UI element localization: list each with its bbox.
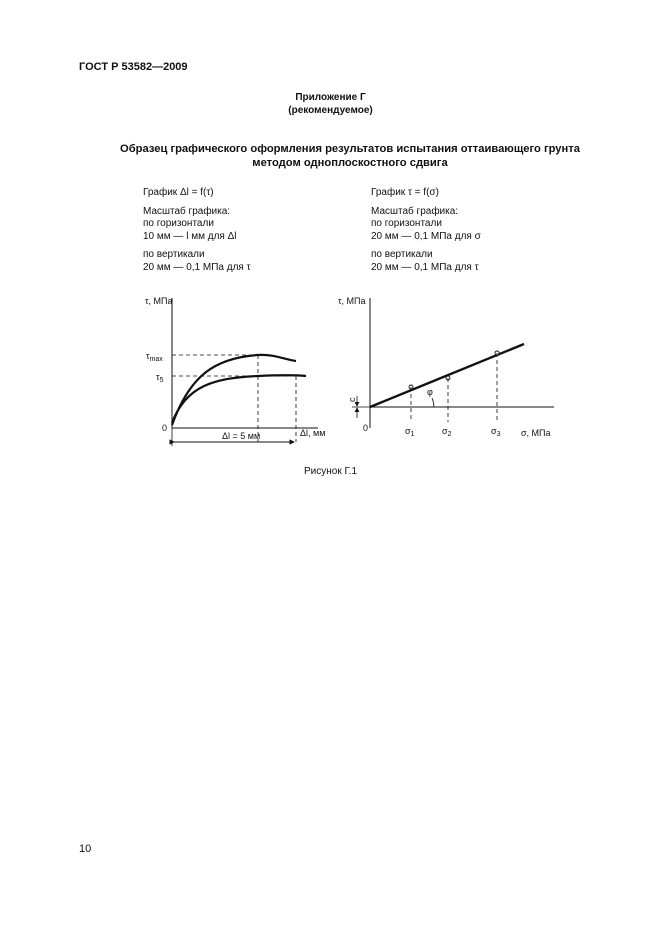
tau-5-label: $\tau_5$	[156, 372, 164, 384]
curve-with-peak	[172, 355, 296, 425]
phi-label: φ	[427, 387, 433, 397]
heading-line-2: методом одноплоскостного сдвига	[252, 157, 448, 169]
heading-line-1: Образец графического оформления результатов испытания оттаивающего грунта	[120, 143, 580, 155]
left-chart	[145, 296, 325, 446]
appendix-subtitle: (рекомендуемое)	[288, 105, 373, 116]
left-graph-label: График Δl = f(τ)	[143, 187, 214, 198]
figure-caption: Рисунок Г.1	[303, 466, 358, 477]
curve-monotonic	[172, 375, 306, 423]
left-scale-label: Масштаб графика:	[143, 205, 231, 217]
left-horiz-label: по горизонтали	[143, 218, 214, 229]
sigma-3-label: $\sigma_3$	[491, 426, 501, 438]
right-horiz-value: 20 мм — 0,1 МПа для σ	[371, 230, 481, 242]
right-x-axis-label: σ, МПа	[521, 428, 551, 438]
strength-envelope-line	[370, 344, 524, 407]
right-y-axis-label: τ, МПа	[338, 296, 366, 306]
tau-max-label: $\tau_{max}$	[146, 351, 163, 363]
cohesion-label: c	[347, 397, 357, 402]
appendix-title: Приложение Г	[295, 92, 366, 103]
left-x-axis-label: Δl, мм	[300, 428, 326, 438]
right-vert-value: 20 мм — 0,1 МПа для τ	[371, 261, 479, 273]
sigma-1-label: $\sigma_1$	[405, 426, 415, 438]
right-vert-label: по вертикали	[371, 249, 433, 260]
right-chart	[338, 296, 554, 438]
right-scale-label: Масштаб графика:	[371, 205, 459, 217]
sigma-2-label: $\sigma_2$	[442, 426, 452, 438]
right-graph-label: График τ = f(σ)	[371, 187, 439, 198]
phi-angle-arc	[432, 398, 434, 407]
left-y-axis-label: τ, МПа	[145, 296, 173, 306]
standard-header: ГОСТ Р 53582—2009	[79, 61, 188, 73]
left-vert-label: по вертикали	[143, 249, 205, 260]
left-horiz-value: 10 мм — l мм для Δl	[143, 230, 237, 242]
delta-l-5mm-label: Δl = 5 мм	[222, 431, 261, 441]
page-number: 10	[79, 843, 92, 855]
right-horiz-label: по горизонтали	[371, 218, 442, 229]
left-vert-value: 20 мм — 0,1 МПа для τ	[143, 261, 251, 273]
left-origin-label: 0	[162, 423, 168, 433]
right-origin-label: 0	[363, 423, 369, 433]
